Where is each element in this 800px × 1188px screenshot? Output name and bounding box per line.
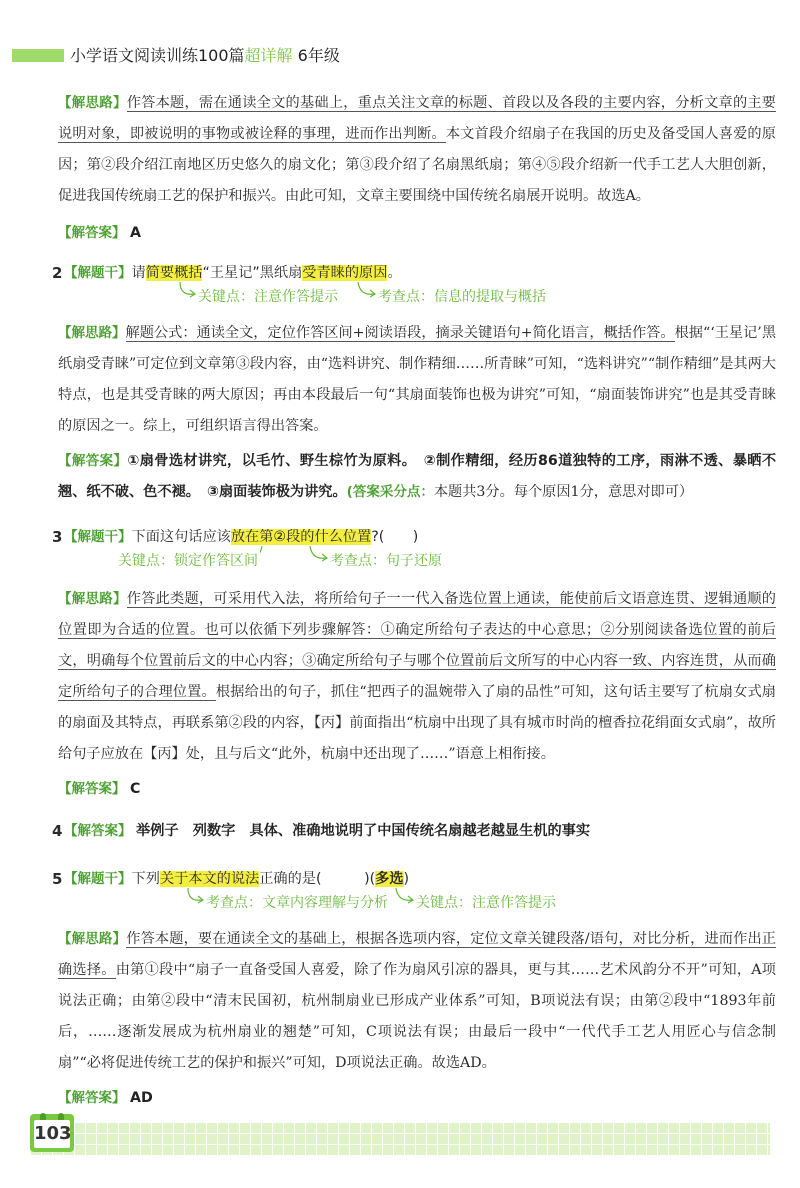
q3-stem-post: ?( ) [371, 529, 419, 545]
answer-tag: 【解答案】 [58, 225, 126, 241]
title-accent: 超详解 [244, 46, 293, 65]
stem-tag: 【解题干】 [64, 265, 132, 281]
stem-tag: 【解题干】 [64, 871, 132, 887]
q3-analysis [58, 584, 776, 770]
q1-section [58, 88, 776, 249]
q2-note-keypoint: 关键点：注意作答提示 [198, 289, 338, 305]
q1-analysis-key: 作答本题，需在通读全文的基础上，重点关注文章的标题、首段以及各段的主要内容，分析文章的主要说明对象，即被说明的事物或被诠释的事理，进而作出判断。 [58, 95, 776, 142]
q5-body [58, 924, 776, 1114]
q5-stem-pre: 下列 [131, 871, 160, 887]
q5-highlight: 关于本文的说法 [159, 871, 260, 887]
title-main: 小学语文阅读训练100篇 [70, 46, 245, 65]
q2-stem-pre: 请 [131, 265, 146, 281]
q2-analysis [58, 318, 776, 442]
q3-answer-value: C [130, 781, 141, 797]
q4-section [52, 816, 776, 847]
q3-note-arrows [260, 544, 680, 568]
answer-tag: 【解答案】 [64, 823, 132, 839]
q5-stem-post: ) [403, 871, 410, 887]
q1-analysis-body: 本文首段介绍扇子在我国的历史及备受国人喜爱的原因；第②段介绍江南地区历史悠久的扇文化；第③段介绍了名扇黑纸扇；第④⑤段介绍新一代手工艺人大胆创新，促进我国传统扇工艺的保护和振兴。由此可知，文章主要围绕中国传统名扇展开说明。故选A。 [58, 126, 776, 204]
q3-stem-pre: 下面这句话应该 [131, 529, 231, 545]
q2-highlight-2: 受青睐的原因 [302, 265, 388, 281]
q3-analysis-method: 作答此类题，可采用代入法，将所给句子一一代入备选位置上通读，能使前后文语意连贯、逻辑通顺的位置即为合适的位置。也可以依循下列步骤解答：①确定所给句子表达的中心意思；②分别阅读备选位置的前后文，明确每个位置前后文的中心内容；③确定所给句子与哪个位置前后文所写的中心内容一致、内容连贯，从而确定所给句子的合理位置。 [58, 591, 776, 700]
analysis-tag: 【解思路】 [58, 591, 127, 607]
q3-body [58, 584, 776, 805]
q3-number: 3 [52, 528, 63, 546]
analysis-tag: 【解思路】 [58, 931, 127, 947]
q5-analysis-method: 作答本题，要在通读全文的基础上，根据各选项内容，定位文章关键段落/语句，对比分析，进而作出正确选择。 [58, 931, 776, 978]
q3-analysis-body: 根据给出的句子，抓住“把西子的温婉带入了扇的品性”可知，这句话主要写了杭扇女式扇的扇面及其特点，再联系第②段的内容，【丙】前面指出“杭扇中出现了具有城市时尚的檀香拉花绢面女式扇”，故所给句子应放在【丙】处，且与后文“此外，杭扇中还出现了……”语意上相衔接。 [58, 684, 776, 762]
header-green-bar [12, 49, 64, 62]
analysis-tag: 【解思路】 [58, 325, 126, 341]
footer-grid-band [30, 1122, 770, 1156]
q2-analysis-formula: 解题公式：通读全文，定位作答区间+阅读语段，摘录关键语句+简化语言，概括作答。 [125, 325, 675, 341]
q5-highlight-multi: 多选 [375, 871, 404, 887]
q2-highlight-1: 简要概括 [145, 265, 203, 281]
q5-number: 5 [52, 870, 63, 888]
q2-score-label: (答案采分点： [346, 484, 434, 500]
q5-note-keypoint: 关键点：注意作答提示 [416, 895, 556, 911]
q1-answer [58, 218, 776, 249]
q3-note-keypoint: 关键点：锁定作答区间 [118, 553, 258, 569]
q3-answer [58, 774, 776, 805]
book-title [70, 43, 340, 66]
q3-note-exampoint: 考查点：句子还原 [330, 553, 442, 569]
answer-tag: 【解答案】 [58, 453, 128, 469]
q5-analysis [58, 924, 776, 1079]
q4-answer [52, 816, 776, 847]
page-number-badge [30, 1114, 74, 1152]
title-grade: 6年级 [297, 46, 340, 65]
q2-answer-value: ①扇骨选材讲究，以毛竹、野生棕竹为原料。 ②制作精细，经历86道独特的工序，雨淋不透、暴晒不翘、纸不破、色不褪。 ③扇面装饰极为讲究。 [58, 453, 777, 500]
q5-note-exampoint: 考查点：文章内容理解与分析 [206, 895, 388, 911]
q1-answer-value: A [130, 225, 141, 241]
q2-body [58, 318, 776, 508]
answer-tag: 【解答案】 [58, 1090, 126, 1106]
q2-score-text: 本题共3分。每个原因1分，意思对即可） [433, 484, 694, 500]
page-footer [0, 1110, 800, 1188]
q2-stem-post: 。 [387, 265, 402, 281]
answer-tag: 【解答案】 [58, 781, 126, 797]
q4-answer-value: 举例子 列数字 具体、准确地说明了中国传统名扇越老越显生机的事实 [136, 823, 591, 839]
analysis-tag: 【解思路】 [58, 95, 127, 111]
q5-answer-value: AD [130, 1090, 153, 1106]
q5-analysis-body: 由第①段中“扇子一直备受国人喜爱，除了作为扇风引凉的器具，更与其……艺术风韵分不开”可知，A项说法正确；由第②段中“清末民国初，杭州制扇业已形成产业体系”可知，B项说法有误；由第②段中“1893年前后，……逐渐发展成为杭州扇业的翘楚”可知，C项说法有误；由最后一段中“一代代手工艺人用匠心与信念制扇”“必将促进传统工艺的保护和振兴”可知，D项说法正确。故选AD。 [58, 962, 776, 1071]
q2-answer [58, 446, 776, 508]
q4-number: 4 [52, 822, 63, 840]
page-header [0, 40, 800, 70]
q5-stem-mid: 正确的是( )( [259, 871, 376, 887]
q2-number: 2 [52, 264, 63, 282]
q1-analysis [58, 88, 776, 212]
q2-analysis-body: 根据“‘王星记’黑纸扇受青睐”可定位到文章第③段内容，由“选料讲究、制作精细……所青睐”可知，“选料讲究”“制作精细”是其两大特点，也是其受青睐的两大原因；再由本段最后一句“其扇面装饰也极为讲究”可知，“扇面装饰讲究”也是其受青睐的原因之一。综上，可组织语言得出答案。 [58, 325, 777, 434]
page-number: 103 [34, 1120, 70, 1148]
q3-highlight: 放在第②段的什么位置 [230, 529, 372, 545]
q2-note-exampoint: 考查点：信息的提取与概括 [378, 289, 546, 305]
stem-tag: 【解题干】 [64, 529, 132, 545]
q2-stem-mid: “王星记”黑纸扇 [202, 265, 303, 281]
